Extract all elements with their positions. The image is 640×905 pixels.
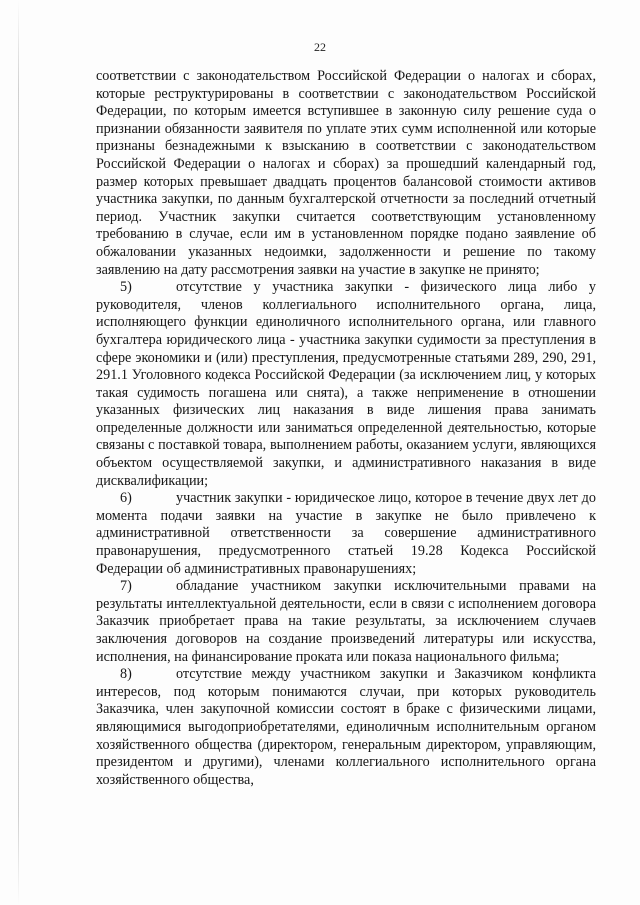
list-item-number: 8) (120, 666, 132, 683)
list-item-text: участник закупки - юридическое лицо, которое в течение двух лет до момента подачи заявки на участие в закупке не было привлечено к административной ответственности за совершение административного правонарушения, предусмотренного статьей 19.28 Кодекса Российской Федерации об административных правонарушениях; (96, 490, 596, 577)
document-body (96, 68, 596, 789)
page-number: 22 (314, 40, 326, 54)
list-item-text: обладание участником закупки исключительными правами на результаты интеллектуальной деятельности, если в связи с исполнением договора Заказчик приобретает права на такие результаты, за исключением случаев заключения договоров на создание произведений литературы или искусства, исполнения, на финансирование проката или показа национального фильма; (96, 578, 596, 665)
list-item-8 (96, 666, 596, 789)
paragraph-continuation (96, 68, 596, 279)
paragraph-text: соответствии с законодательством Российской Федерации о налогах и сборах, которые реструктурированы в соответствии с законодательством Российской Федерации, по которым имеется вступившее в законную силу решение суда о признании обязанности заявителя по уплате этих сумм исполненной или которые признаны безнадежными к взысканию в соответствии с законодательством Российской Федерации о налогах и сборах) за прошедший календарный год, размер которых превышает двадцать процентов балансовой стоимости активов участника закупки, по данным бухгалтерской отчетности за последний отчетный период. Участник закупки считается соответствующим установленному требованию в случае, если им в установленном порядке подано заявление об обжаловании указанных недоимки, задолженности и решение по такому заявлению на дату рассмотрения заявки на участие в закупке не принято; (96, 68, 596, 278)
list-item-number: 6) (120, 490, 132, 507)
list-item-number: 5) (120, 279, 132, 296)
list-item-text: отсутствие у участника закупки - физического лица либо у руководителя, членов коллегиального исполнительного органа, лица, исполняющего функции единоличного исполнительного органа, или главного бухгалтера юридического лица - участника закупки судимости за преступления в сфере экономики и (или) преступления, предусмотренные статьями 289, 290, 291, 291.1 Уголовного кодекса Российской Федерации (за исключением лиц, у которых такая судимость погашена или снята), а также неприменение в отношении указанных физических лиц наказания в виде лишения права занимать определенные должности или заниматься определенной деятельностью, которые связаны с поставкой товара, выполнением работы, оказанием услуги, являющихся объектом осуществляемой закупки, и административного наказания в виде дисквалификации; (96, 279, 596, 489)
list-item-text: отсутствие между участником закупки и Заказчиком конфликта интересов, под которым понимаются случаи, при которых руководитель Заказчика, член закупочной комиссии состоят в браке с физическими лицами, являющимися выгодоприобретателями, единоличным исполнительным органом хозяйственного общества (директором, генеральным директором, управляющим, президентом и другими), членами коллегиального исполнительного органа хозяйственного общества, (96, 666, 596, 788)
scan-edge (18, 0, 19, 905)
list-item-6 (96, 490, 596, 578)
list-item-7 (96, 578, 596, 666)
list-item-number: 7) (120, 578, 132, 595)
list-item-5 (96, 279, 596, 490)
